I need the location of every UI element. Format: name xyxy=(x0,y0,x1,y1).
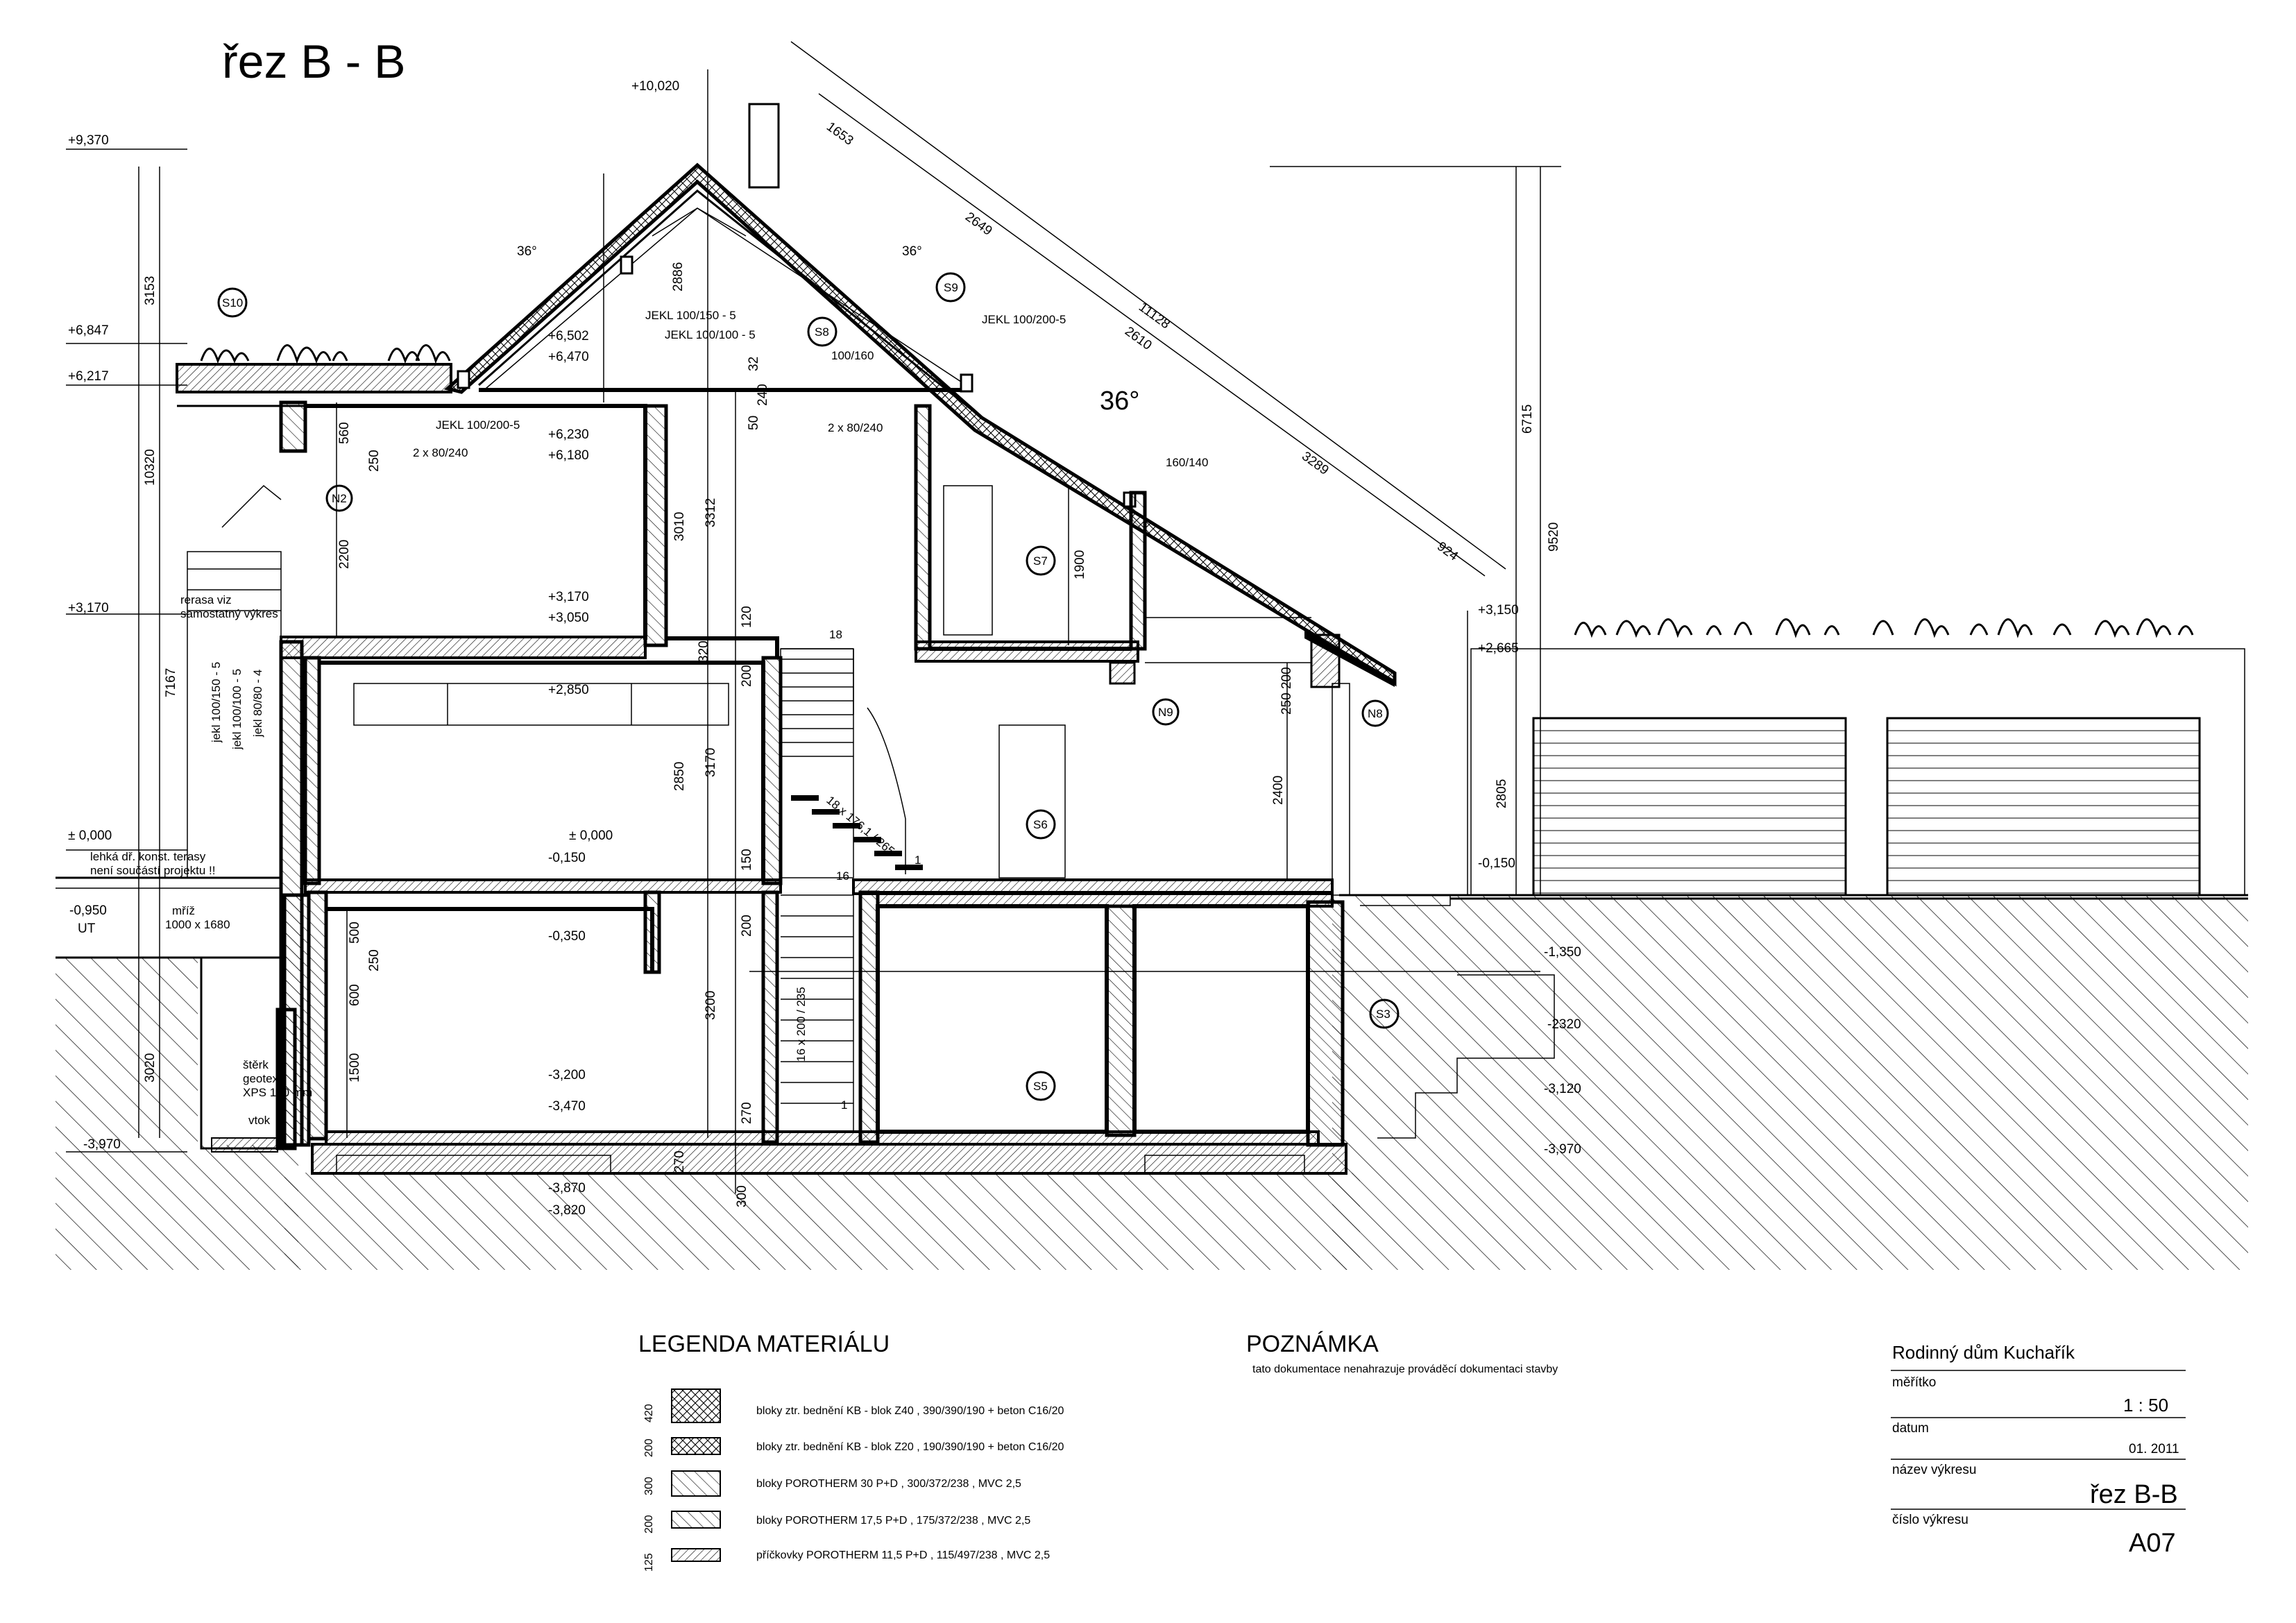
level-label: -0,150 xyxy=(548,851,586,865)
ground-fill xyxy=(56,895,2248,1270)
angle-label: 36° xyxy=(902,244,922,259)
legend-text: bloky POROTHERM 17,5 P+D , 175/372/238 , MVC 2,5 xyxy=(756,1515,1031,1527)
dim-value: 600 xyxy=(348,984,362,1006)
dim-value: 120 xyxy=(740,606,754,628)
dim-value: 10320 xyxy=(143,449,158,486)
level-label: +6,180 xyxy=(548,448,589,463)
roof xyxy=(177,104,1395,687)
legend-text: bloky POROTHERM 30 P+D , 300/372/238 , MVC 2,5 xyxy=(756,1478,1021,1490)
dim-value: 250 xyxy=(367,450,382,472)
note-text: štěrk xyxy=(243,1058,269,1071)
stair-label: 1 xyxy=(915,853,921,867)
level-label: -3,820 xyxy=(548,1203,586,1218)
marker-label: S5 xyxy=(1033,1080,1048,1093)
marker-label: N8 xyxy=(1368,707,1383,720)
level-label: +9,370 xyxy=(68,133,109,148)
dim-value: 3200 xyxy=(704,990,718,1020)
jekl-label: jekl 80/80 - 4 xyxy=(251,669,264,737)
level-label: -3,200 xyxy=(548,1068,586,1082)
scale-value: 1 : 50 xyxy=(2123,1395,2169,1416)
level-label: UT xyxy=(78,921,96,936)
level-label: -1,350 xyxy=(1544,945,1581,960)
drawing-number-label: číslo výkresu xyxy=(1892,1513,1968,1527)
beam-label: 2 x 80/240 xyxy=(413,446,468,459)
legend xyxy=(638,1331,1064,1572)
level-label: +6,847 xyxy=(68,323,109,338)
beam-label: JEKL 100/200-5 xyxy=(982,313,1066,326)
marker-label: S10 xyxy=(222,296,244,309)
note-heading: POZNÁMKA xyxy=(1246,1331,1379,1357)
note-text: 1000 x 1680 xyxy=(165,918,230,931)
stair-label: 18 xyxy=(829,628,842,641)
level-label: -2320 xyxy=(1547,1017,1581,1032)
dim-value: 250 200 xyxy=(1279,667,1294,715)
dim-value: 3170 xyxy=(704,747,718,777)
note-body: tato dokumentace nenahrazuje prováděcí dokumentaci stavby xyxy=(1252,1363,1558,1375)
level-label: +3,050 xyxy=(548,611,589,625)
scale-label: měřítko xyxy=(1892,1375,1937,1390)
stair-label: 16 xyxy=(836,869,849,883)
beam-label: JEKL 100/150 - 5 xyxy=(645,309,736,322)
dim-value: 11128 xyxy=(1136,300,1173,332)
marker-label: N2 xyxy=(332,492,347,505)
beam-label: 100/160 xyxy=(831,349,874,362)
beam-label: JEKL 100/200-5 xyxy=(436,418,520,432)
level-label: ± 0,000 xyxy=(68,829,112,843)
marker-label: S7 xyxy=(1033,554,1048,568)
level-label: +10,020 xyxy=(631,79,680,94)
angle-label: 36° xyxy=(517,244,537,259)
note-text: mříž xyxy=(172,904,196,917)
level-label: -0,950 xyxy=(69,903,107,918)
marker-label: S8 xyxy=(815,325,829,339)
note-text: samostatný výkres xyxy=(180,607,278,620)
marker-label: S9 xyxy=(944,281,958,294)
dim-value: 250 xyxy=(367,949,382,971)
drawing-name-value: řez B-B xyxy=(2090,1480,2178,1509)
legend-code: 420 xyxy=(643,1404,655,1422)
dim-value: 32 xyxy=(747,356,761,371)
level-label: ± 0,000 xyxy=(569,829,613,843)
legend-heading: LEGENDA MATERIÁLU xyxy=(638,1331,890,1357)
dim-value: 3312 xyxy=(704,498,718,527)
jekl-labels xyxy=(210,662,264,750)
level-label: -0,350 xyxy=(548,929,586,944)
drawing-title: řez B - B xyxy=(222,35,406,88)
drawing-name-label: název výkresu xyxy=(1892,1463,1977,1477)
marker-label: S6 xyxy=(1033,818,1048,831)
legend-code: 125 xyxy=(643,1553,655,1572)
dim-value: 240 xyxy=(756,384,770,406)
level-label: -3,470 xyxy=(548,1099,586,1114)
stair-label: 1 xyxy=(841,1098,848,1112)
level-label: +2,665 xyxy=(1478,641,1519,656)
legend-swatch xyxy=(672,1471,720,1496)
dim-value: 270 xyxy=(672,1150,687,1173)
dim-value: 500 xyxy=(348,921,362,944)
level-label: -3,120 xyxy=(1544,1082,1581,1096)
jekl-label: jekl 100/100 - 5 xyxy=(230,668,244,749)
stair-label: 16 x 200 / 235 xyxy=(794,987,808,1062)
dim-value: 2610 xyxy=(1122,324,1155,353)
note-text: geotex xyxy=(243,1072,279,1085)
level-label: -3,970 xyxy=(83,1137,121,1152)
dim-value: 560 xyxy=(337,422,352,444)
dim-value: 200 xyxy=(740,915,754,937)
level-label: -3,870 xyxy=(548,1181,586,1196)
note-text: rerasa viz xyxy=(180,593,232,606)
legend-text: bloky ztr. bednění KB - blok Z20 , 190/390/190 + beton C16/20 xyxy=(756,1441,1064,1453)
dim-value: 150 xyxy=(740,849,754,871)
level-label: +2,850 xyxy=(548,683,589,697)
dim-value: 1900 xyxy=(1073,550,1087,579)
legend-code: 200 xyxy=(643,1515,655,1533)
project-name: Rodinný dům Kuchařík xyxy=(1892,1342,2075,1363)
legend-text: bloky ztr. bednění KB - blok Z40 , 390/390/190 + beton C16/20 xyxy=(756,1405,1064,1417)
dim-value: 2886 xyxy=(671,262,686,291)
dim-value: 3289 xyxy=(1299,449,1332,478)
level-label: -3,970 xyxy=(1544,1142,1581,1157)
dim-value: 2200 xyxy=(337,539,352,569)
level-label: +6,230 xyxy=(548,427,589,442)
note-block xyxy=(1246,1331,1558,1375)
beam-label: JEKL 100/100 - 5 xyxy=(665,328,756,341)
note-text: není součástí projektu !! xyxy=(90,864,216,877)
drawing-number-value: A07 xyxy=(2129,1529,2176,1558)
marker-label: N9 xyxy=(1158,706,1173,719)
dim-value: 2649 xyxy=(962,210,995,239)
dim-value: 2400 xyxy=(1271,775,1286,805)
dim-value: 7167 xyxy=(164,668,178,697)
beam-label: 2 x 80/240 xyxy=(828,421,883,434)
note-text: XPS 100 mm xyxy=(243,1086,313,1099)
dim-value: 200 xyxy=(740,665,754,687)
level-label: +3,170 xyxy=(548,590,589,604)
dim-value: 6715 xyxy=(1520,404,1535,434)
level-label: +3,170 xyxy=(68,601,109,615)
beam-label: 160/140 xyxy=(1166,456,1209,469)
legend-text: příčkovky POROTHERM 11,5 P+D , 115/497/238 , MVC 2,5 xyxy=(756,1549,1051,1561)
note-text: vtok xyxy=(248,1114,271,1127)
dim-value: 3010 xyxy=(672,511,687,541)
level-label: +6,217 xyxy=(68,369,109,384)
dim-value: 1500 xyxy=(348,1053,362,1082)
dim-value: 320 xyxy=(697,640,711,663)
legend-code: 300 xyxy=(643,1477,655,1495)
dim-value: 3020 xyxy=(143,1053,158,1082)
date-value: 01. 2011 xyxy=(2129,1442,2179,1456)
jekl-label: jekl 100/150 - 5 xyxy=(210,661,223,742)
level-label: +3,150 xyxy=(1478,603,1519,618)
dim-value: 9520 xyxy=(1547,522,1561,552)
dim-value: 3153 xyxy=(143,275,158,305)
dim-value: 924 xyxy=(1434,539,1461,564)
date-label: datum xyxy=(1892,1421,1929,1436)
legend-swatch xyxy=(672,1438,720,1454)
dim-value: 50 xyxy=(747,415,761,430)
dim-value: 300 xyxy=(735,1185,749,1207)
title-block xyxy=(1891,1342,2186,1558)
dim-value: 1653 xyxy=(824,119,856,148)
legend-swatch xyxy=(672,1549,720,1561)
dim-value: 2850 xyxy=(672,761,687,791)
note-text: lehká dř. konst. terasy xyxy=(90,850,206,863)
level-label: +6,502 xyxy=(548,329,589,343)
legend-code: 200 xyxy=(643,1438,655,1457)
level-label: +6,470 xyxy=(548,350,589,364)
dim-value: 2805 xyxy=(1495,779,1509,808)
marker-label: S3 xyxy=(1376,1008,1391,1021)
angle-label: 36° xyxy=(1100,386,1140,416)
stair-label: 18 x 176,1 / 265 xyxy=(824,793,898,858)
dim-value: 270 xyxy=(740,1102,754,1124)
legend-swatch xyxy=(672,1511,720,1528)
level-label: -0,150 xyxy=(1478,856,1515,871)
legend-swatch xyxy=(672,1389,720,1422)
